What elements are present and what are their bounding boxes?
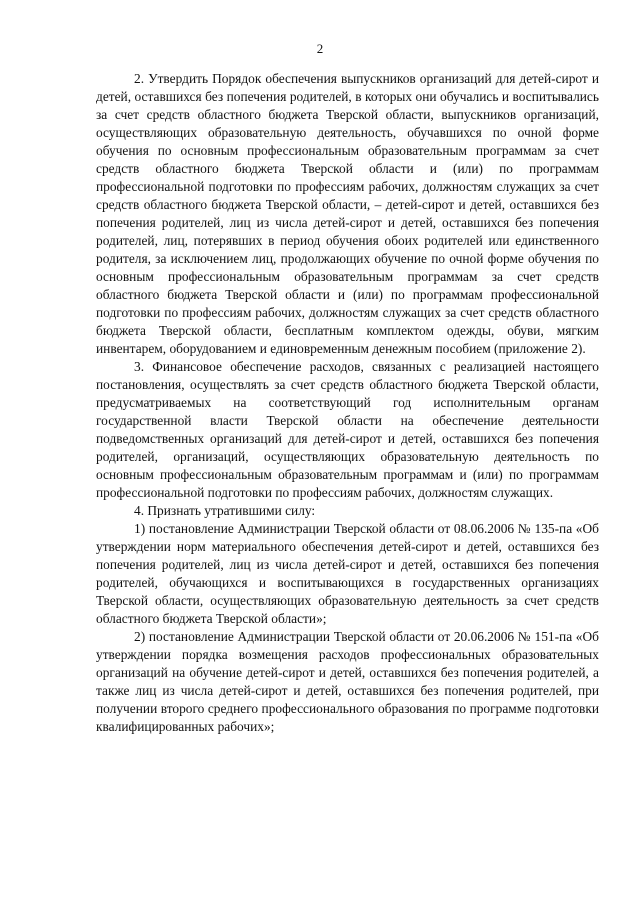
paragraph-item-3-financing: 3. Финансовое обеспечение расходов, связанных с реализацией настоящего постановления, осуществлять за счет средств областного бюджета Тверской области, предусматриваемых на соответствующий год исполнительным органам государственной власти Тверской области на обеспечение деятельности подведомственных организаций для детей-сирот и детей, оставшихся без попечения родителей, организаций, осуществляющих образовательную деятельность по основным профессиональным образовательным программам и (или) по программам профессиональной подготовки по профессиям рабочих, должностям служащих. [96,359,599,500]
paragraph-subitem-2-resolution-151: 2) постановление Администрации Тверской области от 20.06.2006 № 151-па «Об утверждении порядка возмещения расходов профессиональных образовательных организаций на обучение детей-сирот и детей, оставшихся без попечения родителей, а также лиц из числа детей-сирот и детей, оставшихся без попечения родителей, при получении второго среднего профессионального образования по программе подготовки квалифицированных рабочих»; [96,629,599,734]
document-body [96,70,599,736]
paragraph-item-2-approve-procedure: 2. Утвердить Порядок обеспечения выпускников организаций для детей-сирот и детей, оставшихся без попечения родителей, в которых они обучались и воспитывались за счет средств областного бюджета Тверской области, выпускников организаций, осуществляющих образовательную деятельность, обучавшихся по очной форме обучения по основным профессиональным образовательным программам за счет средств областного бюджета Тверской области и (или) по программам профессиональной подготовки по профессиям рабочих, должностям служащих за счет средств областного бюджета Тверской области, – детей-сирот и детей, оставшихся без попечения родителей, лиц из числа детей-сирот и детей, оставшихся без попечения родителей, лиц, потерявших в период обучения обоих родителей или единственного родителя, за исключением лиц, продолжающих обучение по очной форме обучения по основным профессиональным образовательным программам за счет средств областного бюджета Тверской области и (или) по программам профессиональной подготовки по профессиям рабочих, должностям служащих за счет средств областного бюджета Тверской области, бесплатным комплектом одежды, обуви, мягким инвентарем, оборудованием и единовременным денежным пособием (приложение 2). [96,71,599,356]
page-number: 2 [316,41,324,56]
paragraph-item-4-repeal-heading: 4. Признать утратившими силу: [134,503,316,518]
paragraph-subitem-1-resolution-135: 1) постановление Администрации Тверской области от 08.06.2006 № 135-па «Об утверждении норм материального обеспечения детей-сирот и детей, оставшихся без попечения родителей, лиц из числа детей-сирот и детей, оставшихся без попечения родителей, обучающихся и воспитывающихся в государственных организациях Тверской области, осуществляющих образовательную деятельность за счет средств областного бюджета Тверской области»; [96,521,599,626]
